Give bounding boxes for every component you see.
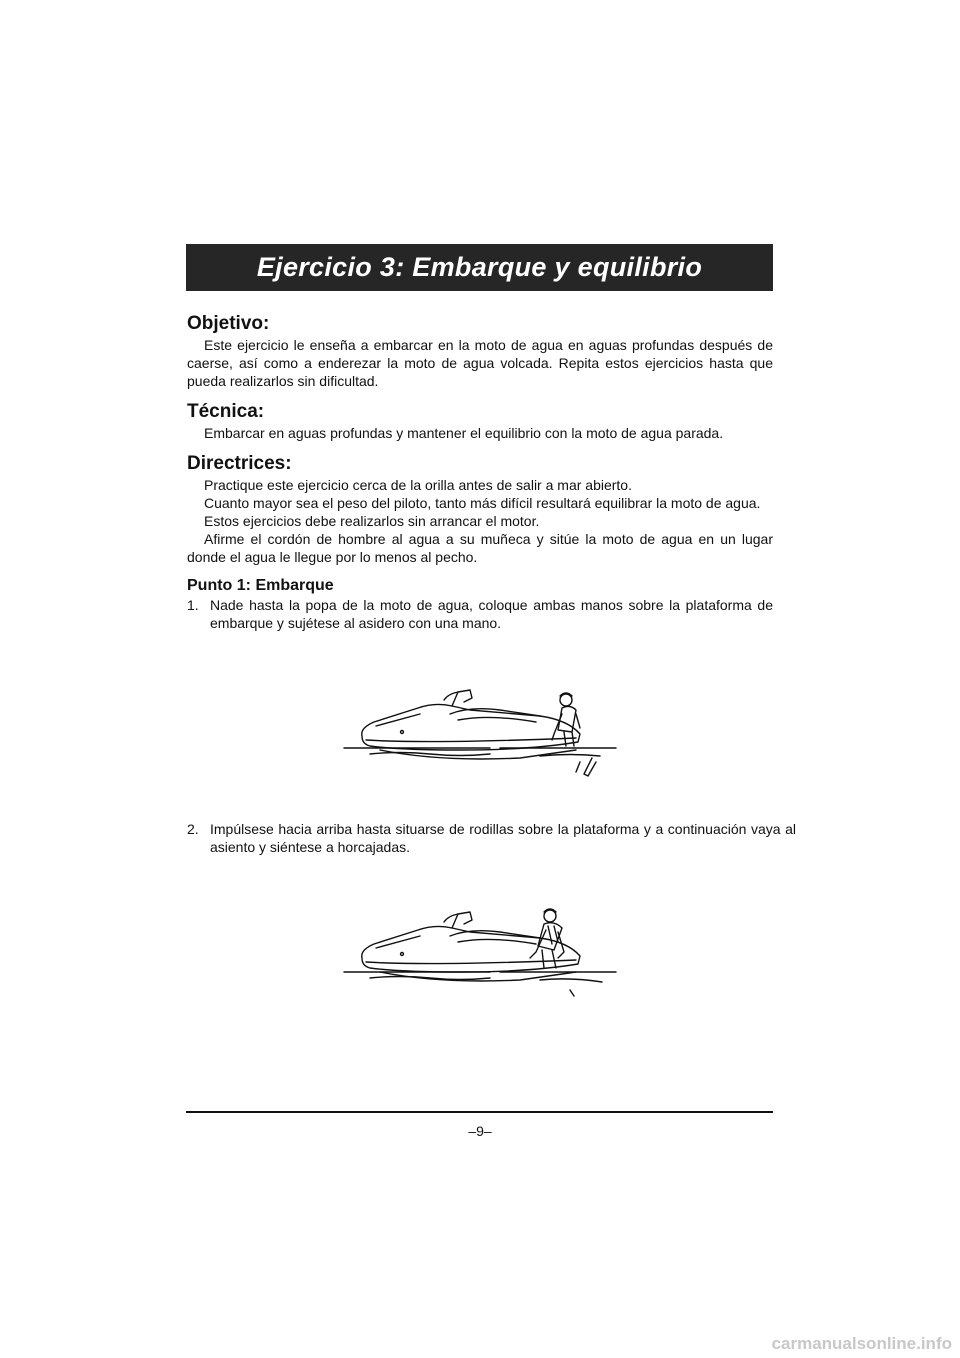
step-text: Nade hasta la popa de la moto de agua, coloque ambas manos sobre la plataforma de embarque y sujétese al asidero con una mano.	[210, 597, 773, 631]
footer-divider	[186, 1111, 773, 1113]
step-item	[187, 820, 796, 856]
text-objetivo: Este ejercicio le enseña a embarcar en la moto de agua en aguas profundas después de caerse, así como a enderezar la moto de agua volcada. Repita estos ejercicios hasta que pueda realizarlos sin dificultad.	[187, 337, 773, 389]
title-banner	[186, 244, 773, 291]
step-item	[187, 596, 773, 632]
section-directrices	[187, 452, 773, 566]
step-number: 2.	[187, 821, 199, 837]
directriz-line: Cuanto mayor sea el peso del piloto, tanto más difícil resultará equilibrar la moto de agua.	[204, 495, 761, 511]
jetski-boarding-illustration-1	[340, 684, 622, 784]
heading-tecnica: Técnica:	[187, 401, 265, 422]
watermark: carmanualsonline.info	[771, 1334, 952, 1353]
directriz-line: Practique este ejercicio cerca de la orilla antes de salir a mar abierto.	[204, 477, 632, 493]
heading-punto1: Punto 1: Embarque	[187, 577, 334, 594]
page-number: –9–	[468, 1123, 492, 1139]
step-number: 1.	[187, 597, 199, 613]
directriz-line: Afirme el cordón de hombre al agua a su muñeca y sitúe la moto de agua en un lugar donde el agua le llegue por lo menos al pecho.	[187, 531, 773, 565]
heading-directrices: Directrices:	[187, 453, 292, 474]
section-punto1	[187, 576, 773, 632]
directriz-line: Estos ejercicios debe realizarlos sin arrancar el motor.	[204, 513, 540, 529]
content-body	[187, 312, 773, 632]
heading-objetivo: Objetivo:	[187, 313, 270, 334]
text-tecnica: Embarcar en aguas profundas y mantener el equilibrio con la moto de agua parada.	[204, 425, 724, 441]
section-tecnica	[187, 400, 773, 442]
step-text: Impúlsese hacia arriba hasta situarse de rodillas sobre la plataforma y a continuación vaya al asiento y siéntese a horcajadas.	[210, 821, 796, 855]
page-title: Ejercicio 3: Embarque y equilibrio	[256, 252, 703, 282]
jetski-boarding-illustration-2	[340, 902, 622, 1002]
section-objetivo	[187, 312, 773, 390]
